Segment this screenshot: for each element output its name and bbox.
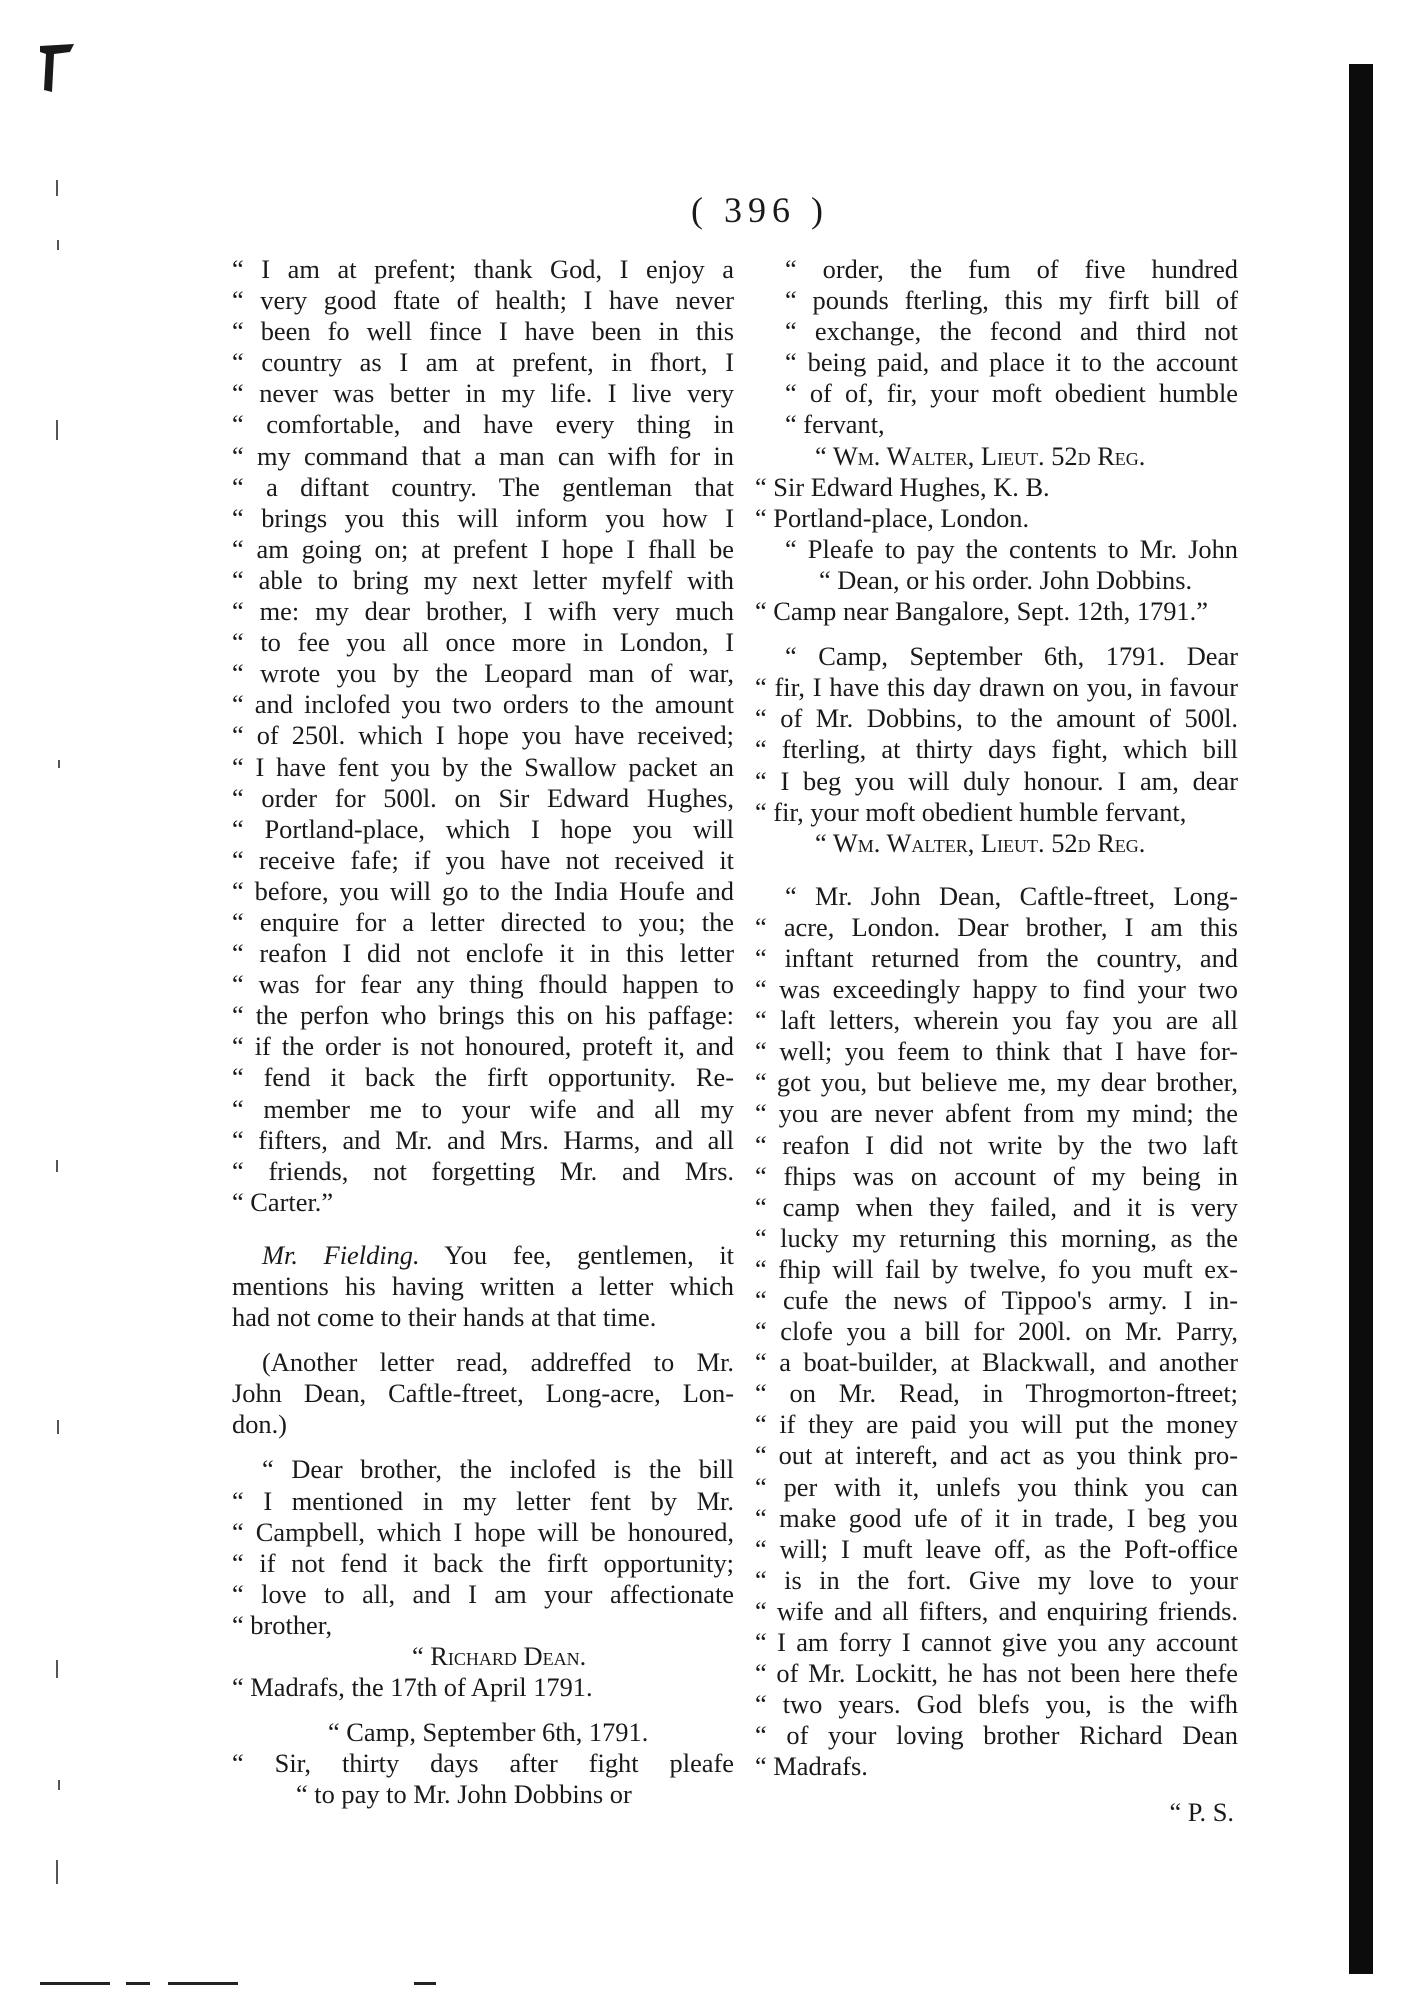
text-line: “ I am forry I cannot give you any account — [755, 1627, 1238, 1658]
text-line: “ order, the fum of five hundred — [785, 254, 1238, 284]
text-line: “ per with it, unlefs you think you can — [755, 1471, 1238, 1502]
text-line: “ Portland-place, London. — [755, 502, 1030, 533]
text-line: “ fifters, and Mr. and Mrs. Harms, and all — [232, 1124, 734, 1155]
text-line: “ fend it back the firft opportunity. Re- — [232, 1062, 734, 1093]
second-letter — [232, 1454, 734, 1703]
text-line: “ lucky my returning this morning, as the — [755, 1222, 1238, 1253]
binding-mark — [40, 44, 74, 92]
text-line: “ acre, London. Dear brother, I am this — [755, 911, 1238, 942]
dateline: “ Madrafs, the 17th of April 1791. — [232, 1672, 593, 1703]
scan-edge-bar — [1349, 64, 1373, 1974]
text-line: “ Carter.” — [232, 1186, 334, 1217]
text-line: “ Camp near Bangalore, Sept. 12th, 1791.” — [755, 596, 1208, 627]
left-column — [232, 254, 734, 1811]
text-line: “ to pay to Mr. John Dobbins or — [296, 1779, 632, 1810]
text-line: “ on Mr. Read, in Throgmorton-ftreet; — [755, 1378, 1238, 1409]
text-line: “ a diftant country. The gentleman that — [232, 471, 734, 502]
text-line: “ been fo well fince I have been in this — [232, 316, 734, 347]
text-line: “ country as I am at prefent, in fhort, I — [232, 347, 734, 378]
text-line: “ friends, not forgetting Mr. and Mrs. — [232, 1155, 734, 1186]
text-line: “ Campbell, which I hope will be honoured, — [232, 1516, 734, 1547]
text-line: “ two years. God blefs you, is the wifh — [755, 1689, 1238, 1720]
letter-body-continued — [232, 254, 734, 1218]
text-line: “ well; you feem to think that I have for- — [755, 1036, 1238, 1067]
text-line: “ comfortable, and have every thing in — [232, 409, 734, 440]
text-line: “ of your loving brother Richard Dean — [755, 1720, 1238, 1751]
text-line: “ will; I muft leave off, as the Poft-office — [755, 1533, 1238, 1564]
text-line: “ fir, your moft obedient humble fervant, — [755, 796, 1187, 827]
text-line: “ Portland-place, which I hope you will — [232, 813, 734, 844]
text-line: “ out at intereft, and act as you think pro- — [755, 1440, 1238, 1471]
text-line: “ got you, but believe me, my dear brother, — [755, 1067, 1238, 1098]
text-line: “ fhip will fail by twelve, fo you muft ex- — [755, 1253, 1238, 1284]
text-line: “ clofe you a bill for 200l. on Mr. Parry, — [755, 1316, 1238, 1347]
third-letter — [755, 881, 1238, 1783]
remark-text: You fee, gentlemen, it — [444, 1239, 734, 1270]
text-line: John Dean, Caftle-ftreet, Long-acre, Lon- — [232, 1378, 734, 1409]
text-line: “ my command that a man can wifh for in — [232, 440, 734, 471]
text-line: “ able to bring my next letter myfelf with — [232, 564, 734, 595]
text-line: “ brings you this will inform you how I — [232, 502, 734, 533]
stage-note — [232, 1347, 734, 1440]
text-line: “ of Mr. Dobbins, to the amount of 500l. — [755, 703, 1238, 734]
text-line: “ the perfon who brings this on his paffage: — [232, 1000, 734, 1031]
text-line: “ you are never abfent from my mind; the — [755, 1098, 1238, 1129]
signature-line: “ Wm. Walter, Lieut. 52d Reg. — [815, 440, 1146, 471]
text-line: “ Sir Edward Hughes, K. B. — [755, 471, 1050, 502]
text-line: “ me: my dear brother, I wifh very much — [232, 596, 734, 627]
text-line: “ pounds fterling, this my firft bill of — [785, 285, 1238, 316]
text-line: “ order for 500l. on Sir Edward Hughes, — [232, 782, 734, 813]
text-line: “ before, you will go to the India Houfe and — [232, 875, 734, 906]
signature-line: “ Wm. Walter, Lieut. 52d Reg. — [815, 827, 1146, 858]
text-line: “ I mentioned in my letter fent by Mr. — [232, 1485, 734, 1516]
text-line: “ Pleafe to pay the contents to Mr. John — [785, 533, 1238, 564]
text-line: “ wife and all fifters, and enquiring friends. — [755, 1595, 1238, 1626]
text-line: “ of of, fir, your moft obedient humble — [785, 378, 1238, 409]
text-line: “ member me to your wife and all my — [232, 1093, 734, 1124]
text-line: “ Mr. John Dean, Caftle-ftreet, Long- — [785, 880, 1238, 911]
text-line: “ receive fafe; if you have not received it — [232, 844, 734, 875]
text-line: “ never was better in my life. I live very — [232, 378, 734, 409]
signature-line: “ Richard Dean. — [412, 1641, 587, 1672]
text-line: “ exchange, the fecond and third not — [785, 316, 1238, 347]
text-line: “ is in the fort. Give my love to your — [755, 1564, 1238, 1595]
text-line: “ of 250l. which I hope you have received; — [232, 720, 734, 751]
text-line: “ enquire for a letter directed to you; the — [232, 906, 734, 937]
text-line: “ of Mr. Lockitt, he has not been here thefe — [755, 1658, 1238, 1689]
text-line: “ I have fent you by the Swallow packet an — [232, 751, 734, 782]
text-line: “ fterling, at thirty days fight, which bill — [755, 734, 1238, 765]
text-line: “ to fee you all once more in London, I — [232, 627, 734, 658]
text-line: “ Madrafs. — [755, 1751, 868, 1782]
text-line: “ cufe the news of Tippoo's army. I in- — [755, 1285, 1238, 1315]
text-line: “ inftant returned from the country, and — [755, 942, 1238, 973]
text-line: “ Camp, September 6th, 1791. Dear — [785, 641, 1238, 672]
text-line: “ fir, I have this day drawn on you, in favour — [755, 672, 1238, 703]
text-line: “ Dear brother, the inclofed is the bill — [262, 1454, 734, 1485]
text-line: “ was exceedingly happy to find your two — [755, 974, 1238, 1005]
endorsement — [755, 472, 1238, 627]
text-line: “ wrote you by the Leopard man of war, — [232, 658, 734, 689]
text-line: “ I beg you will duly honour. I am, dear — [755, 765, 1238, 796]
text-line: “ am going on; at prefent I hope I fhall be — [232, 533, 734, 564]
text-line: “ Camp, September 6th, 1791. — [328, 1717, 649, 1748]
text-line: “ Sir, thirty days after fight pleafe — [232, 1748, 734, 1779]
text-line: “ make good ufe of it in trade, I beg you — [755, 1502, 1238, 1533]
text-line: “ and inclofed you two orders to the amount — [232, 689, 734, 720]
text-line: “ if the order is not honoured, proteft it, and — [232, 1031, 734, 1062]
text-line: “ a boat-builder, at Blackwall, and another — [755, 1347, 1238, 1378]
text-line — [232, 1240, 734, 1271]
text-line: had not come to their hands at that time. — [232, 1302, 657, 1333]
camp-letter — [755, 641, 1238, 859]
page-number: ( 396 ) — [691, 190, 829, 230]
text-line: “ Dean, or his order. John Dobbins. — [819, 564, 1193, 595]
text-line: “ being paid, and place it to the account — [785, 347, 1238, 378]
text-line: “ fervant, — [785, 409, 885, 440]
text-line: “ very good ftate of health; I have never — [232, 285, 734, 316]
fielding-remark — [232, 1240, 734, 1333]
text-line: “ fhips was on account of my being in — [755, 1160, 1238, 1191]
text-line: (Another letter read, addreffed to Mr. — [262, 1347, 734, 1378]
bill-of-exchange — [232, 1717, 734, 1810]
text-line: “ brother, — [232, 1609, 333, 1640]
text-line: “ laft letters, wherein you fay you are all — [755, 1005, 1238, 1036]
right-column — [755, 254, 1238, 1828]
text-line: “ reafon I did not write by the two laft — [755, 1129, 1238, 1160]
speaker-name: Mr. Fielding. — [262, 1239, 420, 1270]
text-line: mentions his having written a letter which — [232, 1271, 734, 1301]
catchword: “ P. S. — [1169, 1796, 1234, 1827]
text-line: “ if not fend it back the firft opportunity; — [232, 1547, 734, 1578]
text-line: “ was for fear any thing fhould happen to — [232, 969, 734, 1000]
text-line: “ if they are paid you will put the money — [755, 1409, 1238, 1440]
text-line: don.) — [232, 1409, 287, 1440]
text-line: “ camp when they failed, and it is very — [755, 1191, 1238, 1222]
bill-continued — [755, 254, 1238, 472]
scan-specks — [50, 160, 66, 1950]
text-line: “ love to all, and I am your affectionate — [232, 1578, 734, 1609]
scan-footer-marks — [40, 1976, 460, 1990]
text-line: “ reafon I did not enclofe it in this letter — [232, 938, 734, 969]
text-line: “ I am at prefent; thank God, I enjoy a — [232, 254, 734, 284]
